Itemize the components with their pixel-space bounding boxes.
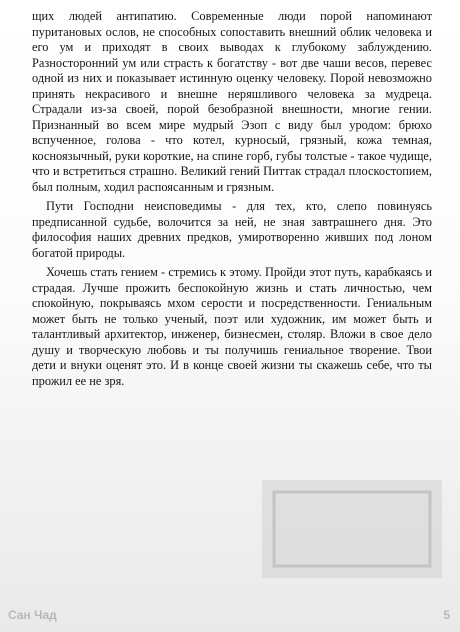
page-number: 5 [443,608,450,622]
page-footer [0,608,460,624]
paragraph-1: щих людей антипатию. Современные люди порой напоминают пуритановых ослов, не способных сопоставить внешний облик человека и его ум и приходят в своих выводах к глубокому заблуждению. Разносторонний ум или страсть к богатству - вот две чаши весов, перевес одной из них и показывает истинную оценку человеку. Порой невозможно принять некрасивого и внешне неряшливого человека за мудреца. Страдали из-за своей, порой безобразной внешности, многие гении. Признанный во всем мире мудрый Эзоп с виду был уродом: брюхо вспученное, голова - что котел, курносый, грязный, кожа темная, косноязычный, руки короткие, на спине горб, губы толстые - такое чудище, что и встретиться страшно. Великий гений Питтак страдал плоскостопием, был полным, ходил распоясанным и грязным. [32,9,432,194]
paragraph-3: Хочешь стать гением - стремись к этому. Пройди этот путь, карабкаясь и страдая. Лучше прожить беспокойную жизнь и стать личностью, чем спокойную, покрываясь мхом серости и посредственности. Гениальным может быть не только ученый, поэт или художник, им может быть и талантливый архитектор, инженер, бизнесмен, столяр. Вложи в свое дело душу и творческую любовь и ты получишь гениальное творение. Твои дети и внуки оценят это. И в конце своей жизни ты скажешь себе, что ты прожил ее не зря. [32,265,432,388]
watermark-logo [252,470,452,590]
footer-author: Сан Чад [8,608,57,622]
paragraph-2: Пути Господни неисповедимы - для тех, кто, слепо повинуясь предписанной судьбе, волочится за ней, не зная завтрашнего дня. Это философия наших древних предков, умиротворенно живших под лоном богатой природы. [32,199,432,260]
page-body [32,9,432,393]
